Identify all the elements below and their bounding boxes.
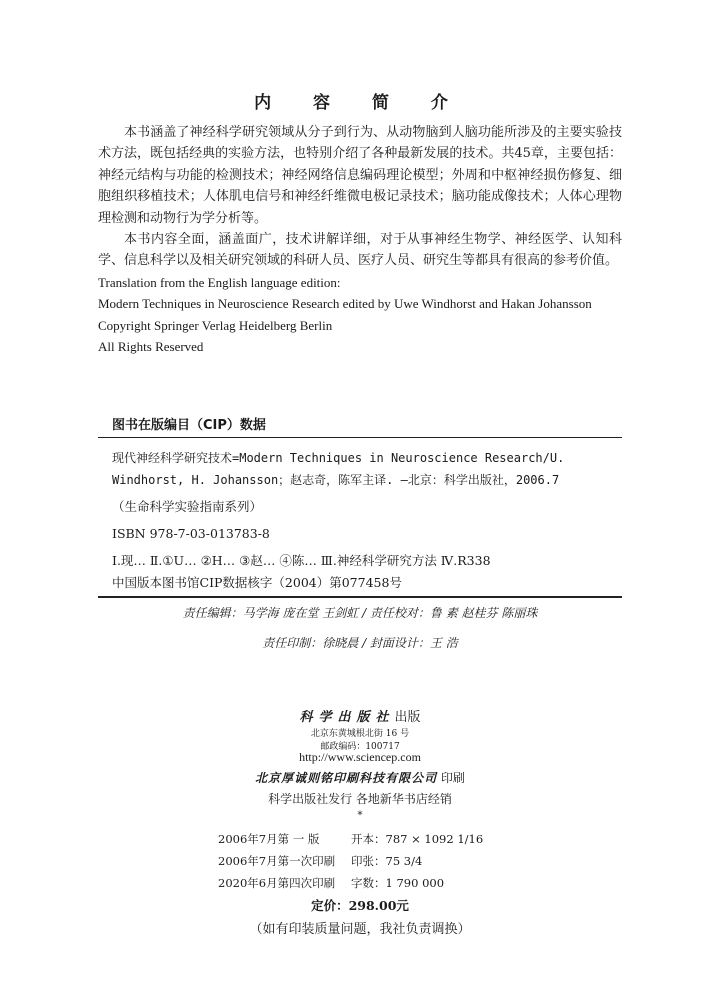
spec-wordcount: 字数：1 790 000 [351, 876, 445, 890]
spec-row [218, 850, 518, 872]
cip-isbn: ISBN 978-7-03-013783-8 [112, 526, 270, 541]
edition-specs [218, 828, 518, 894]
spec-print-1: 2006年7月第一次印刷 [218, 854, 336, 868]
publisher-name [0, 706, 720, 725]
printer-line [0, 769, 720, 786]
page-title: 内 容 简 介 [254, 93, 466, 113]
spec-format: 开本：787 × 1092 1/16 [351, 832, 484, 846]
book-summary [98, 122, 622, 357]
publisher-suffix: 出版 [394, 710, 421, 725]
price: 定价：298.00元 [311, 898, 409, 913]
summary-paragraph-1: 本书涵盖了神经科学研究领域从分子到行为、从动物脑到人脑功能所涉及的主要实验技术方法，既包括经典的实验方法，也特别介绍了各种最新发展的技术。共45章，主要包括：神经元结构与功能的检测技术；神经网络信息编码理论模型；外周和中枢神经损伤修复、细胞组织移植技术；人体肌电信号和神经纤维微电极记录技术；脑功能成像技术；人体心理物理检测和动物行为学分析等。 [98, 125, 622, 226]
summary-paragraph-2: 本书内容全面，涵盖面广，技术讲解详细，对于从事神经生物学、神经医学、认知科学、信息科学以及相关研究领域的科研人员、医疗人员、研究生等都具有很高的参考价值。 [98, 232, 622, 269]
publisher-postcode: 邮政编码：100717 [320, 742, 400, 752]
cip-classification: Ⅰ.现… Ⅱ.①U… ②H… ③赵… ④陈… Ⅲ.神经科学研究方法 Ⅳ.R338 [112, 553, 491, 568]
production-credits: 责任印制：徐晓晨 / 封面设计：王 浩 [262, 636, 458, 650]
spec-sheets: 印张：75 3/4 [351, 854, 423, 868]
spec-edition: 2006年7月第 一 版 [218, 832, 320, 846]
original-title: Modern Techniques in Neuroscience Research edited by Uwe Windhorst and Hakan Johansson [98, 296, 592, 312]
quality-note: （如有印装质量问题，我社负责调换） [249, 922, 471, 937]
copyright-line: Copyright Springer Verlag Heidelberg Berlin [98, 317, 333, 333]
spec-row [218, 828, 518, 850]
publisher-logo-text: 科学出版社 [299, 710, 395, 725]
editor-credits: 责任编辑：马学海 庞在堂 王剑虹 / 责任校对：鲁 素 赵桂芬 陈丽珠 [182, 606, 538, 620]
cip-number: 中国版本图书馆CIP数据核字（2004）第077458号 [112, 575, 402, 590]
cip-block [112, 447, 622, 594]
cip-series: （生命科学实验指南系列） [112, 499, 263, 514]
distribution-line: 科学出版社发行 各地新华书店经销 [268, 792, 452, 806]
cip-top-rule [98, 437, 622, 438]
cip-entry: 现代神经科学研究技术=Modern Techniques in Neuroscience Research/U. Windhorst, H. Johansson；赵志奇，陈军主译. —北京：科学出版社，2006.7 [112, 451, 565, 487]
publisher-url: http://www.sciencep.com [299, 750, 421, 764]
spec-row [218, 872, 518, 894]
cip-bottom-rule [98, 596, 622, 598]
spec-print-4: 2020年6月第四次印刷 [218, 876, 336, 890]
separator-star: * [357, 810, 363, 821]
cip-heading: 图书在版编目（CIP）数据 [112, 418, 266, 433]
translation-note: Translation from the English language edition: [98, 274, 341, 290]
rights-line: All Rights Reserved [98, 339, 204, 355]
printer-name: 北京厚诚则铭印刷科技有限公司 [255, 771, 438, 785]
publisher-address: 北京东黄城根北街 16 号 [310, 729, 410, 739]
printer-suffix: 印刷 [440, 771, 465, 785]
